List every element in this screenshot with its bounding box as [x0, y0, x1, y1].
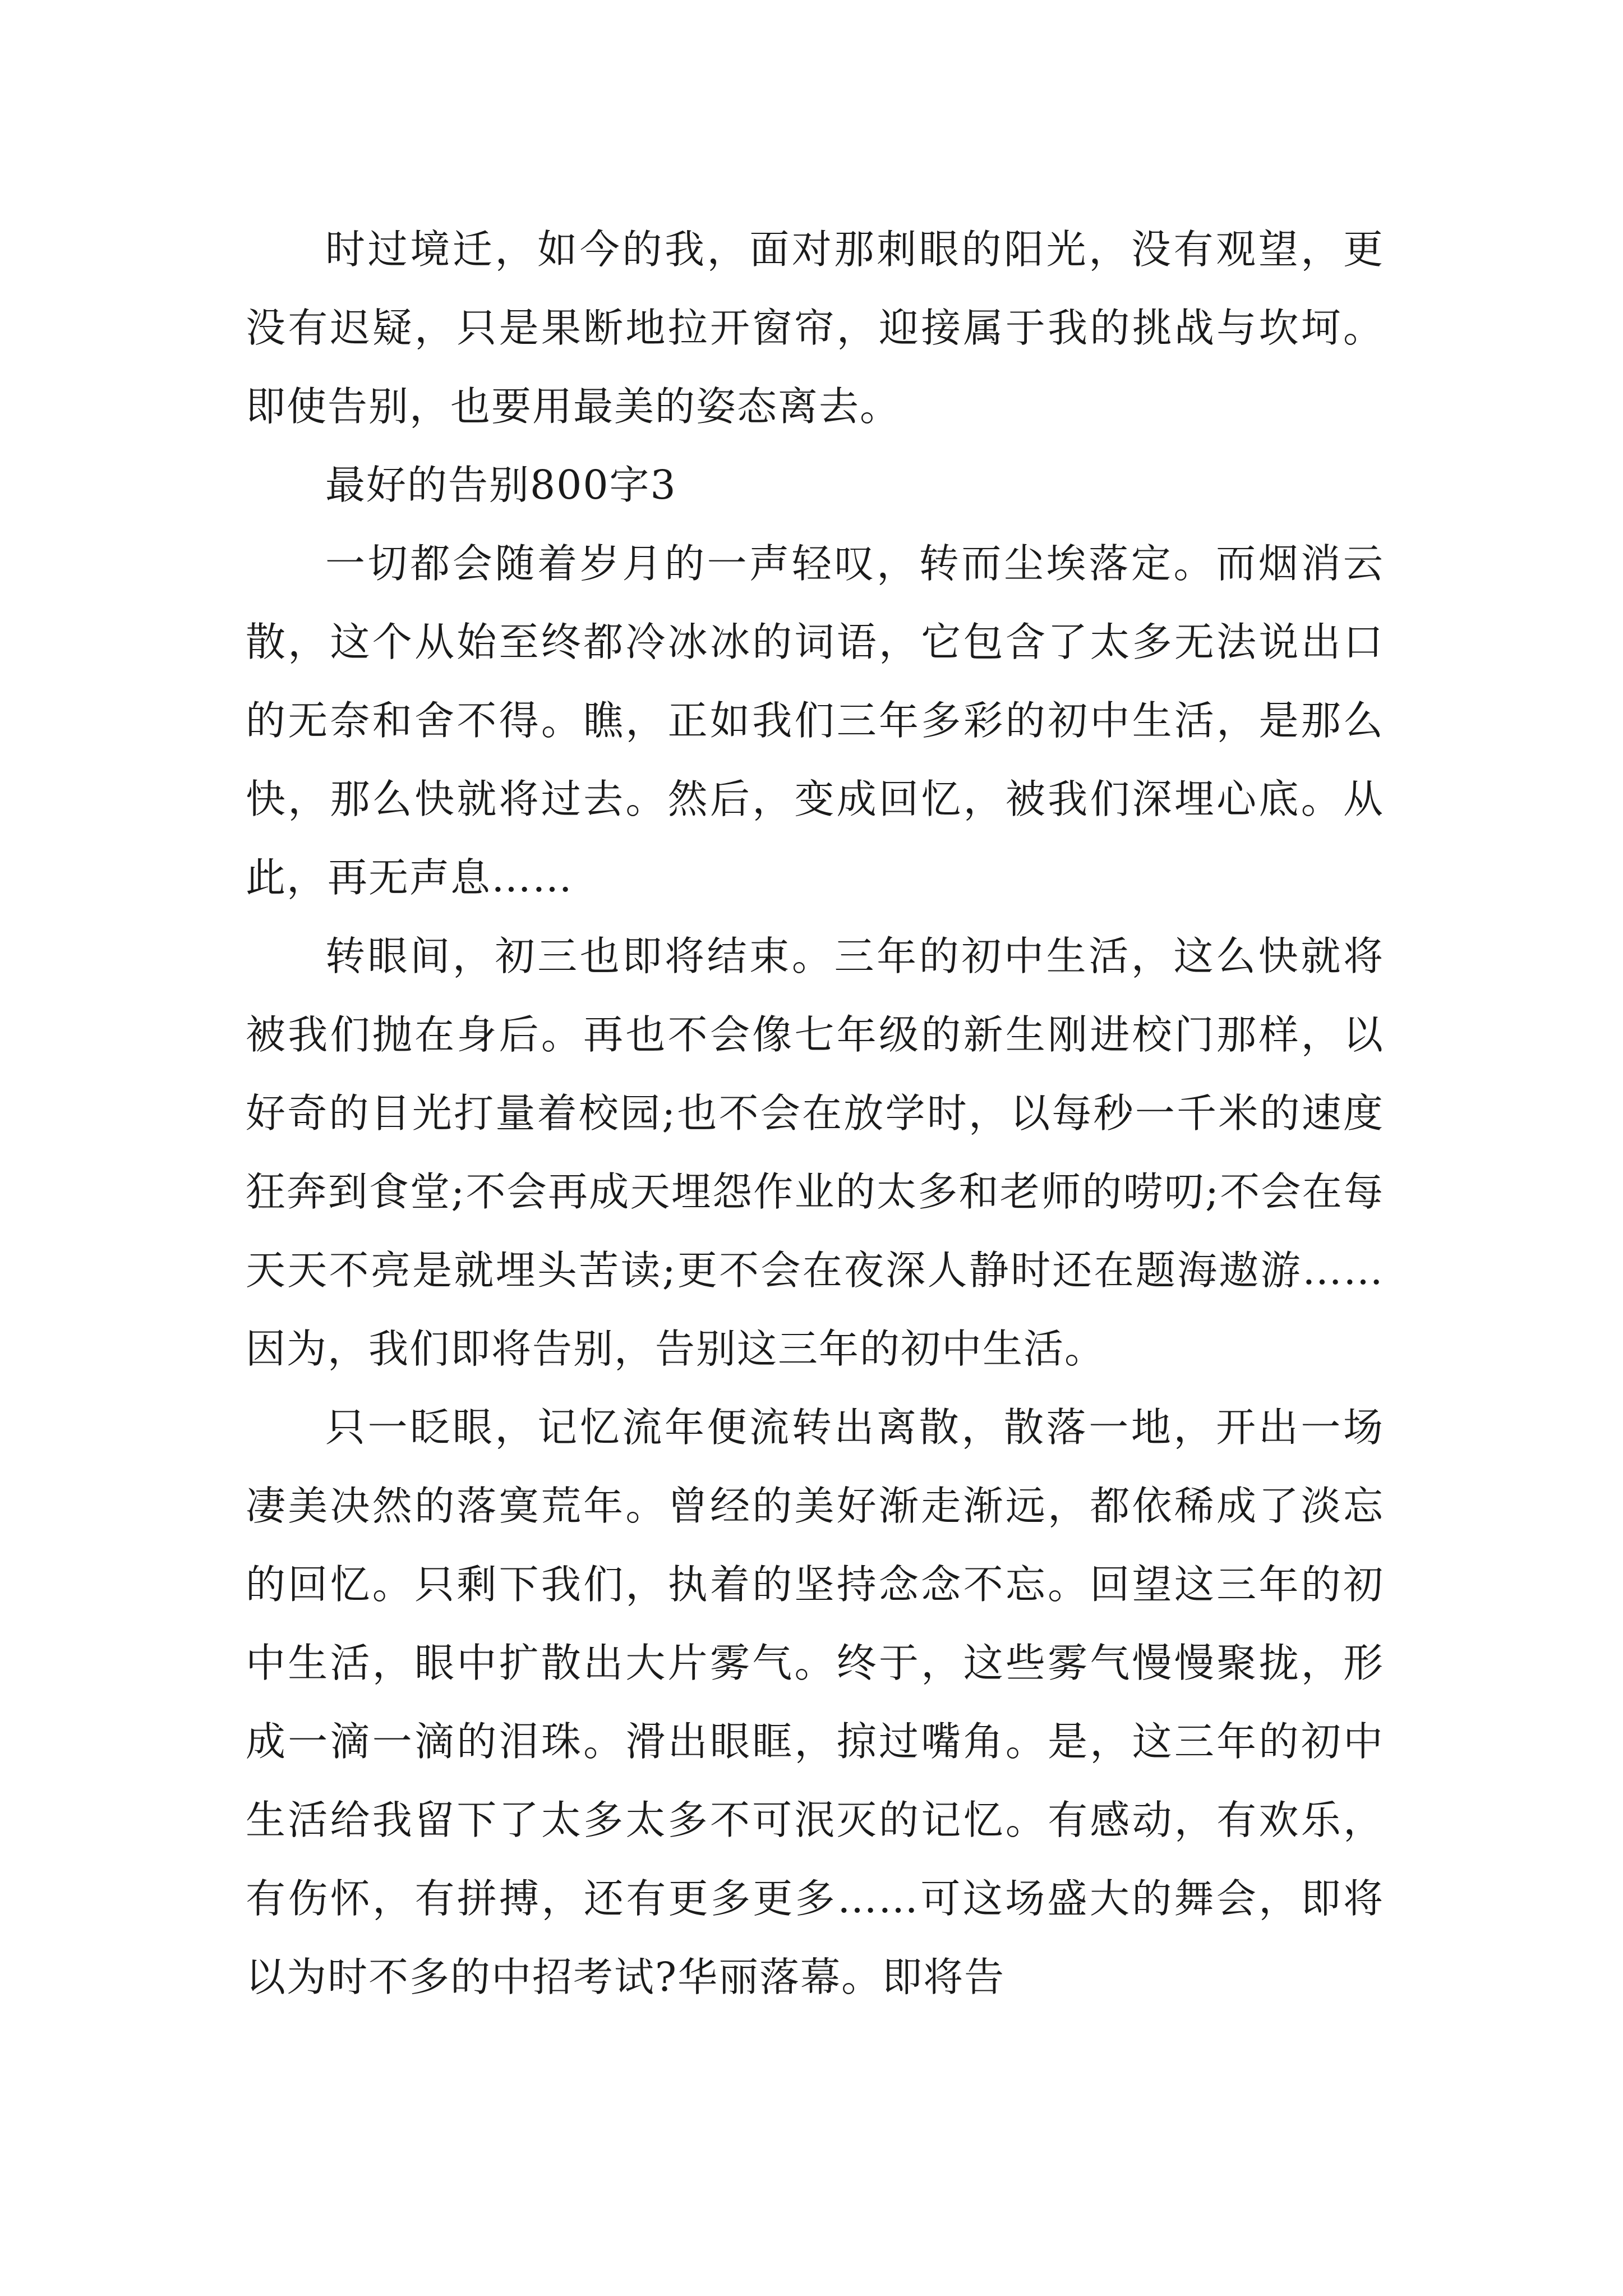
paragraph-1: 时过境迁，如今的我，面对那刺眼的阳光，没有观望，更没有迟疑，只是果断地拉开窗帘，迎接属于我的挑战与坎坷。即使告别，也要用最美的姿态离去。 — [246, 226, 1384, 430]
paragraph-4: 只一眨眼，记忆流年便流转出离散，散落一地，开出一场凄美决然的落寞荒年。曾经的美好渐走渐远，都依稀成了淡忘的回忆。只剩下我们，执着的坚持念念不忘。回望这三年的初中生活，眼中扩散出大片雾气。终于，这些雾气慢慢聚拢，形成一滴一滴的泪珠。滑出眼眶，掠过嘴角。是，这三年的初中生活给我留下了太多太多不可泯灭的记忆。有感动，有欢乐，有伤怀，有拼搏，还有更多更多……可这场盛大的舞会，即将以为时不多的中招考试?华丽落幕。即将告 — [246, 1404, 1384, 2000]
section-heading: 最好的告别800字3 — [325, 462, 677, 508]
paragraph-3: 转眼间，初三也即将结束。三年的初中生活，这么快就将被我们抛在身后。再也不会像七年级的新生刚进校门那样，以好奇的目光打量着校园;也不会在放学时，以每秒一千米的速度狂奔到食堂;不会再成天埋怨作业的太多和老师的唠叨;不会在每天天不亮是就埋头苦读;更不会在夜深人静时还在题海遨游……因为，我们即将告别，告别这三年的初中生活。 — [246, 933, 1384, 1372]
paragraph-2: 一切都会随着岁月的一声轻叹，转而尘埃落定。而烟消云散，这个从始至终都冷冰冰的词语，它包含了太多无法说出口的无奈和舍不得。瞧，正如我们三年多彩的初中生活，是那么快，那么快就将过去。然后，变成回忆，被我们深埋心底。从此，再无声息…… — [246, 540, 1384, 901]
document-body — [246, 210, 1384, 2017]
